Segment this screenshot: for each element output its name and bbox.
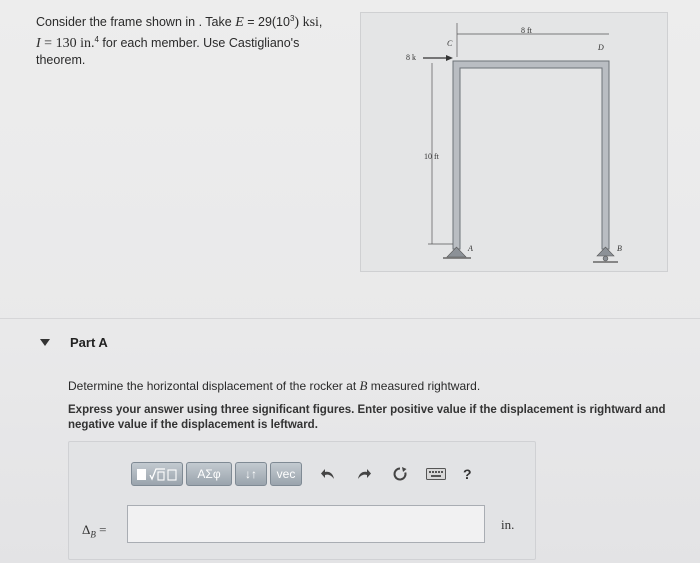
problem-line-2: I = 130 in.$^4$ for each member. Use Castigliano's: [36, 35, 300, 52]
instructions-text: Express your answer using three significant figures. Enter positive value if the displacement is rightward and negative value if the displacement is leftward.: [68, 404, 666, 431]
reset-icon[interactable]: [389, 463, 411, 485]
answer-variable-label: $\Delta_B$ =: [82, 522, 107, 540]
math-toolbar: [131, 462, 472, 486]
point-a-label: A: [468, 244, 473, 253]
point-c-label: C: [447, 39, 453, 48]
span-label: 8 ft: [521, 26, 532, 35]
answer-panel: [68, 441, 536, 560]
collapse-caret-icon[interactable]: [40, 339, 50, 346]
load-label: 8 k: [406, 53, 416, 62]
frame-members: [453, 61, 609, 249]
section-divider: [0, 318, 700, 319]
answer-units: in.: [501, 517, 515, 532]
question-text: Determine the horizontal displacement of the rocker at B measured rightward.: [68, 378, 481, 393]
frame-diagram: [361, 13, 667, 271]
keyboard-icon[interactable]: [425, 463, 447, 485]
part-a-label: Part A: [70, 335, 108, 350]
pin-support-a: [447, 247, 466, 257]
greek-symbols-button[interactable]: ΑΣφ: [186, 462, 232, 486]
answer-input[interactable]: [127, 505, 485, 543]
vector-button[interactable]: vec: [270, 462, 302, 486]
point-b-label: B: [617, 244, 622, 253]
load-arrow-head: [446, 55, 453, 61]
problem-statement: [36, 10, 366, 69]
rocker-support-b: [597, 247, 614, 256]
part-a-header[interactable]: [40, 335, 108, 350]
templates-icon: [135, 466, 179, 482]
problem-line-3: theorem.: [36, 53, 86, 68]
problem-line-1: Consider the frame shown in . Take $E = 29(10^3)$ ksi,: [36, 14, 323, 31]
subscript-superscript-button[interactable]: ↓↑: [235, 462, 267, 486]
undo-icon[interactable]: [317, 463, 339, 485]
help-button[interactable]: ?: [463, 466, 472, 482]
frame-figure: [360, 12, 668, 272]
rocker-roller-b: [603, 256, 608, 261]
redo-icon[interactable]: [353, 463, 375, 485]
point-d-label: D: [598, 43, 604, 52]
templates-button[interactable]: [131, 462, 183, 486]
height-label: 10 ft: [424, 152, 439, 161]
